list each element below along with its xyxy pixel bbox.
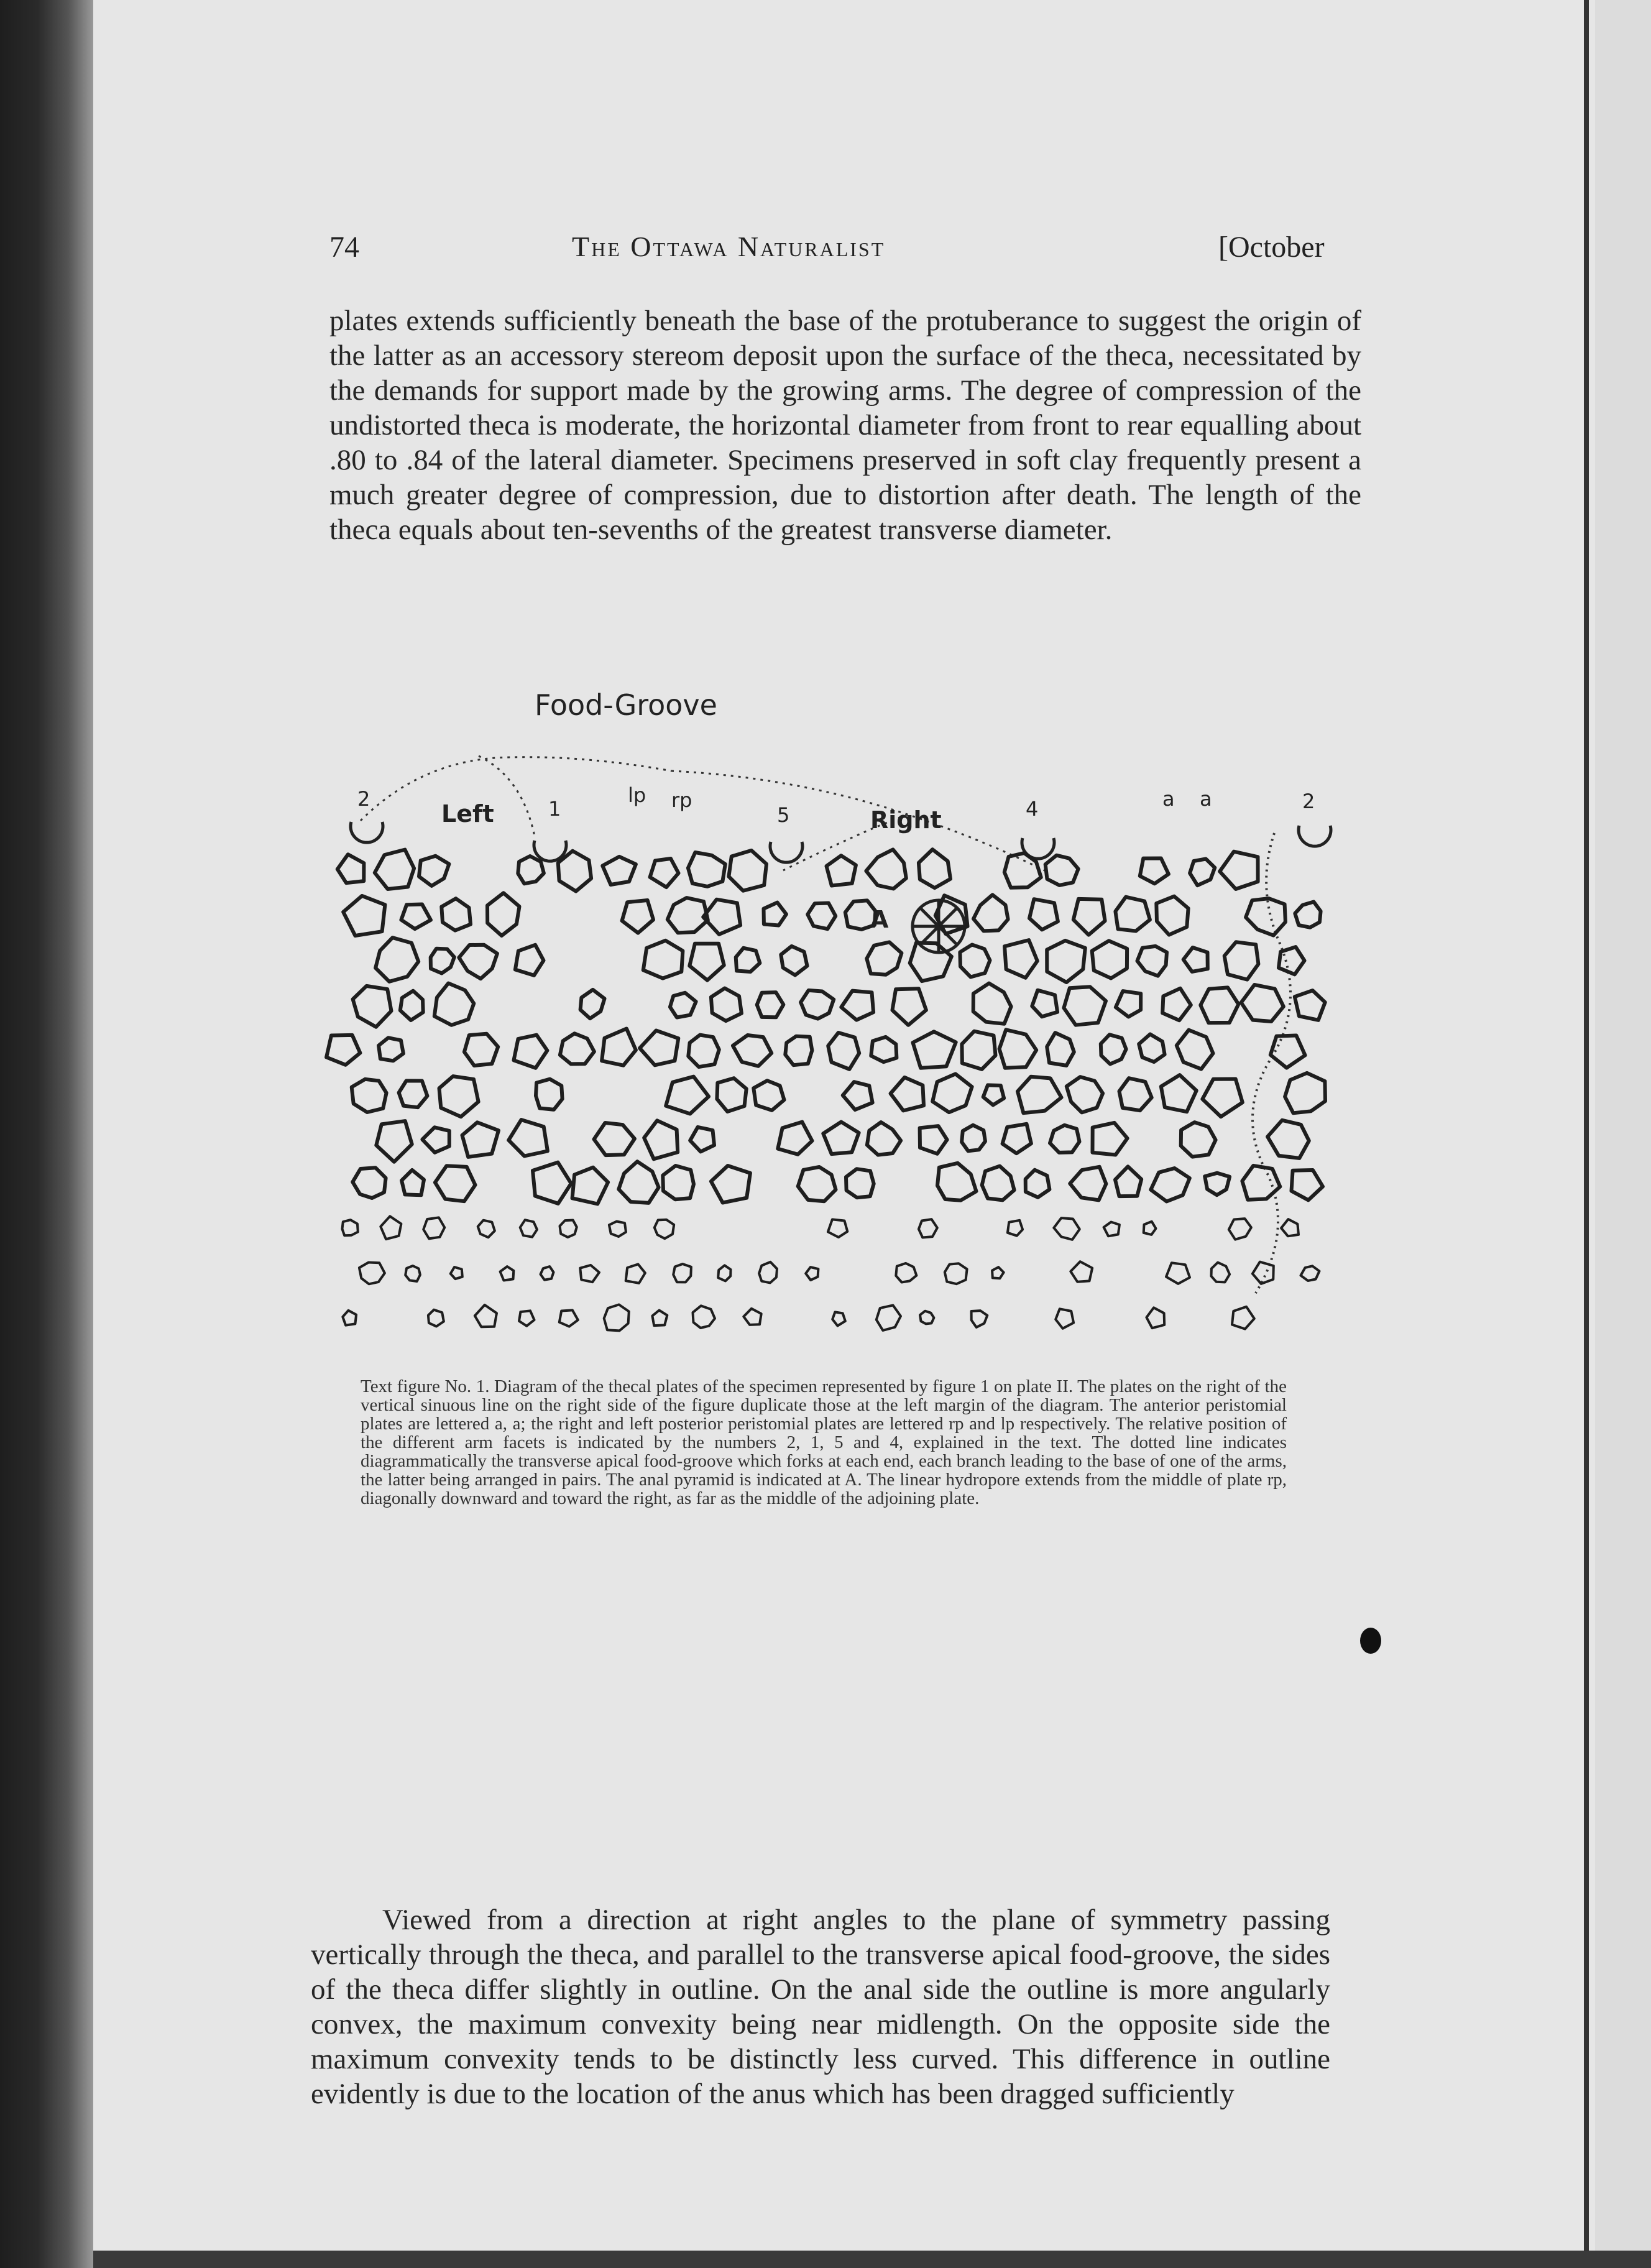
thecal-plate xyxy=(711,1166,750,1203)
thecal-plate xyxy=(1166,1263,1190,1284)
thecal-plate xyxy=(1232,1307,1254,1329)
thecal-plate xyxy=(893,989,926,1025)
thecal-plate xyxy=(1184,947,1208,972)
thecal-plate xyxy=(1279,947,1305,974)
thecal-plate xyxy=(1285,1073,1325,1113)
thecal-plate xyxy=(1070,1261,1092,1282)
thecal-plate xyxy=(419,856,449,886)
thecal-plate xyxy=(352,1079,387,1112)
thecal-plate xyxy=(500,1266,514,1280)
thecal-plate xyxy=(1029,899,1058,929)
thecal-plate xyxy=(778,1122,812,1155)
thecal-plate xyxy=(1018,1077,1062,1113)
thecal-plate xyxy=(353,986,392,1027)
thecal-plate xyxy=(972,1311,988,1327)
thecal-plate xyxy=(1151,1168,1190,1202)
thecal-plate xyxy=(352,1168,385,1198)
thecal-plate xyxy=(1292,1170,1323,1200)
thecal-plate xyxy=(688,852,725,887)
thecal-plate xyxy=(1047,1033,1074,1066)
page-edge-rule xyxy=(1584,0,1589,2268)
thecal-plate xyxy=(1055,1309,1074,1329)
thecal-plate xyxy=(729,850,766,891)
thecal-plate xyxy=(439,1076,479,1117)
thecal-plate xyxy=(326,1035,360,1065)
thecal-plates xyxy=(326,849,1325,1330)
thecal-plate xyxy=(1139,1035,1164,1063)
thecal-plate xyxy=(514,1035,548,1068)
thecal-plate xyxy=(609,1222,626,1237)
thecal-plate xyxy=(459,945,497,979)
thecal-plate xyxy=(913,1031,956,1067)
thecal-plate xyxy=(399,1081,428,1107)
paragraph-top: plates extends sufficiently beneath the base of the protuberance to suggest the origin of the latter as an accessory stereom deposit upon the surface of the theca, necessitated by the demands for support made by the growing arms. The degree of compression of the undistorted theca is moderate, the horizontal diameter from front to rear equalling about .80 to .84 of the lateral diameter. Specimens preserved in soft clay frequently present a much greater degree of compression, due to distortion after death. The length of the theca equals about ten-sevenths of the greatest transverse diameter. xyxy=(329,305,1361,546)
thecal-plate xyxy=(717,1078,746,1112)
issue-month: [October xyxy=(1218,231,1325,264)
thecal-plate xyxy=(478,1220,495,1238)
thecal-plate xyxy=(560,1220,577,1238)
thecal-plate xyxy=(688,1035,719,1067)
thecal-plate xyxy=(519,1311,535,1326)
thecal-plate xyxy=(807,903,835,929)
thecal-plate xyxy=(451,1267,462,1279)
thecal-plate xyxy=(867,1122,901,1155)
thecal-plate xyxy=(1054,1218,1080,1240)
thecal-plate xyxy=(992,1267,1004,1278)
thecal-plate xyxy=(867,942,901,974)
thecal-plate xyxy=(533,1163,571,1204)
thecal-plate xyxy=(1064,987,1106,1025)
thecal-plate xyxy=(1267,1120,1309,1158)
thecal-plate xyxy=(487,893,520,936)
thecal-plate xyxy=(1005,940,1037,978)
thecal-plate xyxy=(937,1163,977,1201)
thecal-plate xyxy=(573,1168,609,1204)
binding-shadow xyxy=(0,0,93,2268)
label-lp: lp xyxy=(628,783,646,807)
thecal-plate xyxy=(338,854,364,883)
label-left: Left xyxy=(441,800,494,827)
figure-caption: Text figure No. 1. Diagram of the thecal plates of the specimen represented by figure 1 on plate II. The plates on the right of the vertical sinuous line on the right side of the figure duplicate those at the left margin of the diagram. The anterior peristomial plates are lettered a, a; the right and left posterior peristomial plates are lettered rp and lp respectively. The relative position of the different arm facets is indicated by the numbers 2, 1, 5 and 4, explained in the text. The dotted line indicates diagrammatically the transverse apical food-groove which forks at each end, each branch leading to the base of one of the arms, the latter being arranged in pairs. The anal pyramid is indicated at A. The linear hydropore extends from the middle of plate rp, diagonally downward and toward the right, as far as the middle of the adjoining plate. xyxy=(361,1376,1287,1508)
thecal-plate xyxy=(1104,1222,1120,1237)
thecal-plate xyxy=(1281,1219,1299,1236)
thecal-plate xyxy=(1225,942,1259,979)
arm-label-2-right: 2 xyxy=(1302,790,1315,813)
thecal-plate xyxy=(375,850,414,889)
thecal-plate xyxy=(1212,1263,1230,1283)
thecal-plate xyxy=(983,1085,1004,1105)
thecal-plate xyxy=(1070,1167,1106,1201)
thecal-plate xyxy=(376,1121,412,1162)
thecal-plate xyxy=(1074,899,1105,935)
thecal-plate xyxy=(670,993,696,1018)
thecal-plate xyxy=(1242,1166,1280,1200)
thecal-plate xyxy=(375,938,418,982)
thecal-plate xyxy=(1146,1307,1164,1328)
thecal-plate xyxy=(422,1127,449,1153)
thecal-plate xyxy=(945,1263,967,1284)
thecal-plate xyxy=(1050,1125,1080,1153)
journal-title: The Ottawa Naturalist xyxy=(572,231,886,262)
thecal-plate xyxy=(1161,1075,1197,1112)
thecal-plate xyxy=(520,1220,537,1237)
thecal-plate xyxy=(823,1122,858,1155)
thecal-plate xyxy=(475,1305,497,1327)
thecal-plate xyxy=(718,1265,730,1281)
thecal-plate xyxy=(919,1219,937,1237)
thecal-plate xyxy=(801,990,834,1019)
thecal-plate xyxy=(602,857,636,885)
thecal-plate xyxy=(644,1120,678,1159)
thecal-plate xyxy=(841,991,873,1020)
thecal-plate xyxy=(1115,897,1150,931)
thecal-plate xyxy=(1190,859,1215,886)
thecal-plate xyxy=(832,1312,845,1325)
thecal-plate xyxy=(973,984,1011,1024)
thecal-plate xyxy=(594,1123,635,1155)
thecal-plate xyxy=(663,1166,694,1199)
thecal-plate xyxy=(843,1082,873,1110)
label-rp: rp xyxy=(671,788,692,812)
thecal-plate xyxy=(580,1265,599,1282)
thecal-plate xyxy=(1200,987,1238,1023)
thecal-plate xyxy=(536,1079,563,1110)
thecal-plate xyxy=(920,1126,947,1154)
label-right: Right xyxy=(870,806,942,834)
thecal-plate xyxy=(871,1037,896,1062)
thecal-plate xyxy=(640,1031,678,1066)
thecal-plate xyxy=(736,948,760,972)
thecal-plate xyxy=(655,1220,674,1238)
thecal-plate xyxy=(798,1167,836,1201)
thecal-plate xyxy=(1177,1030,1213,1069)
thecal-plate xyxy=(462,1122,499,1157)
page-number: 74 xyxy=(329,231,359,264)
thecal-plate xyxy=(1181,1122,1216,1157)
thecal-plate xyxy=(689,944,724,980)
thecal-plate xyxy=(1140,859,1169,884)
thecal-plate xyxy=(435,984,474,1025)
thecal-plate xyxy=(910,943,952,982)
thecal-plate xyxy=(622,900,653,933)
thecal-plate xyxy=(666,1077,709,1114)
thecal-plate xyxy=(960,945,990,977)
thecal-plate xyxy=(1092,941,1127,978)
thecal-plate xyxy=(626,1264,645,1283)
thecal-plate xyxy=(982,1166,1014,1201)
thecal-plate xyxy=(559,1310,578,1326)
thecal-plate xyxy=(1116,991,1141,1016)
thecal-plate xyxy=(1047,941,1085,982)
thecal-plate xyxy=(1008,1220,1023,1236)
label-a-1: a xyxy=(1162,787,1175,811)
thecal-plate xyxy=(423,1217,444,1238)
thecal-plate xyxy=(757,992,784,1017)
thecal-plate-diagram xyxy=(323,684,1368,1380)
thecal-plate xyxy=(1162,989,1191,1021)
thecal-plate xyxy=(973,895,1008,931)
paragraph-bottom: Viewed from a direction at right angles to the plane of symmetry passing vertically through the theca, and parallel to the transverse apical food-groove, the sides of the theca differ slightly in outline. On the anal side the outline is more angularly convex, the maximum convexity being near midlength. On the opposite side the maximum convexity tends to be distinctly less curved. This difference in outline evidently is due to the location of the anus which has been dragged sufficiently xyxy=(311,1904,1330,2110)
thecal-plate xyxy=(650,859,679,887)
thecal-plate xyxy=(668,898,708,933)
adjacent-page-strip xyxy=(1595,0,1651,2268)
thecal-plate xyxy=(464,1034,498,1066)
thecal-plate xyxy=(359,1263,385,1284)
thecal-plate xyxy=(1295,990,1325,1020)
thecal-plate xyxy=(441,898,471,930)
thecal-plate xyxy=(1229,1219,1251,1240)
thecal-plate xyxy=(846,1169,874,1197)
thecal-plate xyxy=(827,855,856,885)
thecal-plate xyxy=(1026,1170,1050,1197)
thecal-plate xyxy=(402,1170,424,1195)
thecal-plate xyxy=(1101,1035,1126,1064)
thecal-plate xyxy=(1046,855,1078,885)
thecal-plate xyxy=(828,1033,859,1069)
thecal-plate xyxy=(785,1036,812,1066)
thecal-plate xyxy=(560,1033,594,1064)
thecal-plate xyxy=(343,896,385,936)
thecal-plate xyxy=(1202,1079,1242,1117)
ink-speck xyxy=(1360,1628,1381,1654)
thecal-plate xyxy=(581,990,605,1018)
thecal-plate xyxy=(1205,1173,1230,1196)
thecal-plate xyxy=(1241,985,1284,1021)
figure-title: Food-Groove xyxy=(535,688,717,722)
thecal-plate xyxy=(920,1311,934,1324)
thecal-plate xyxy=(711,989,742,1021)
thecal-plate xyxy=(558,851,591,892)
thecal-plate xyxy=(896,1263,916,1283)
thecal-plate xyxy=(1156,897,1188,935)
thecal-plate xyxy=(1120,1078,1152,1110)
arm-label-1: 1 xyxy=(548,797,561,821)
thecal-plate xyxy=(343,1311,356,1325)
thecal-plate xyxy=(428,1310,444,1327)
arm-label-5: 5 xyxy=(777,803,790,827)
thecal-plate xyxy=(693,1306,715,1328)
thecal-plate xyxy=(1067,1077,1103,1112)
thecal-plate xyxy=(866,849,906,888)
thecal-plate xyxy=(962,1125,985,1151)
thecal-plate xyxy=(806,1267,818,1280)
thecal-plate xyxy=(876,1305,901,1330)
thecal-plate xyxy=(759,1262,777,1283)
thecal-plate xyxy=(1093,1123,1128,1155)
thecal-plate xyxy=(733,1035,771,1066)
thecal-plate xyxy=(919,849,950,888)
thecal-plate xyxy=(1032,990,1057,1017)
thecal-plate xyxy=(828,1219,847,1237)
label-anal-pyramid: A xyxy=(870,906,889,933)
thecal-plate xyxy=(764,903,786,926)
thecal-plate xyxy=(1253,1262,1274,1284)
thecal-plate xyxy=(743,1309,761,1325)
thecal-plate xyxy=(781,946,807,975)
thecal-plate xyxy=(604,1304,629,1330)
thecal-plate xyxy=(515,945,544,975)
thecal-plate xyxy=(405,1266,420,1281)
thecal-plate xyxy=(1144,1222,1156,1235)
thecal-plate xyxy=(1301,1266,1320,1281)
label-a-2: a xyxy=(1200,787,1212,811)
thecal-plate xyxy=(541,1266,554,1280)
thecal-plate xyxy=(602,1029,636,1066)
thecal-plate xyxy=(435,1166,476,1201)
thecal-plate xyxy=(379,1038,403,1061)
thecal-plate xyxy=(380,1216,401,1239)
thecal-plate xyxy=(962,1031,995,1069)
thecal-plate xyxy=(891,1077,924,1111)
thecal-plate xyxy=(1220,852,1258,889)
thecal-plate xyxy=(1115,1166,1141,1196)
thecal-plate xyxy=(431,949,454,974)
arm-label-4: 4 xyxy=(1026,797,1039,821)
thecal-plate xyxy=(343,1220,358,1235)
thecal-plate xyxy=(753,1081,784,1110)
thecal-plate xyxy=(518,856,544,883)
thecal-plate xyxy=(690,1127,714,1152)
thecal-plate xyxy=(619,1161,658,1203)
thecal-plate xyxy=(400,991,423,1020)
bottom-edge xyxy=(93,2251,1651,2268)
thecal-plate xyxy=(1246,898,1285,936)
thecal-plate xyxy=(1000,1030,1037,1067)
thecal-plate xyxy=(1003,1124,1031,1153)
thecal-plate xyxy=(673,1264,691,1282)
thecal-plate xyxy=(652,1311,667,1326)
thecal-plate xyxy=(643,941,683,979)
thecal-plate xyxy=(1138,946,1167,976)
thecal-plate xyxy=(1295,902,1320,928)
thecal-plate xyxy=(508,1120,548,1156)
thecal-plate xyxy=(932,1074,972,1112)
thecal-plate xyxy=(401,905,431,929)
arm-label-2-left: 2 xyxy=(357,787,370,811)
